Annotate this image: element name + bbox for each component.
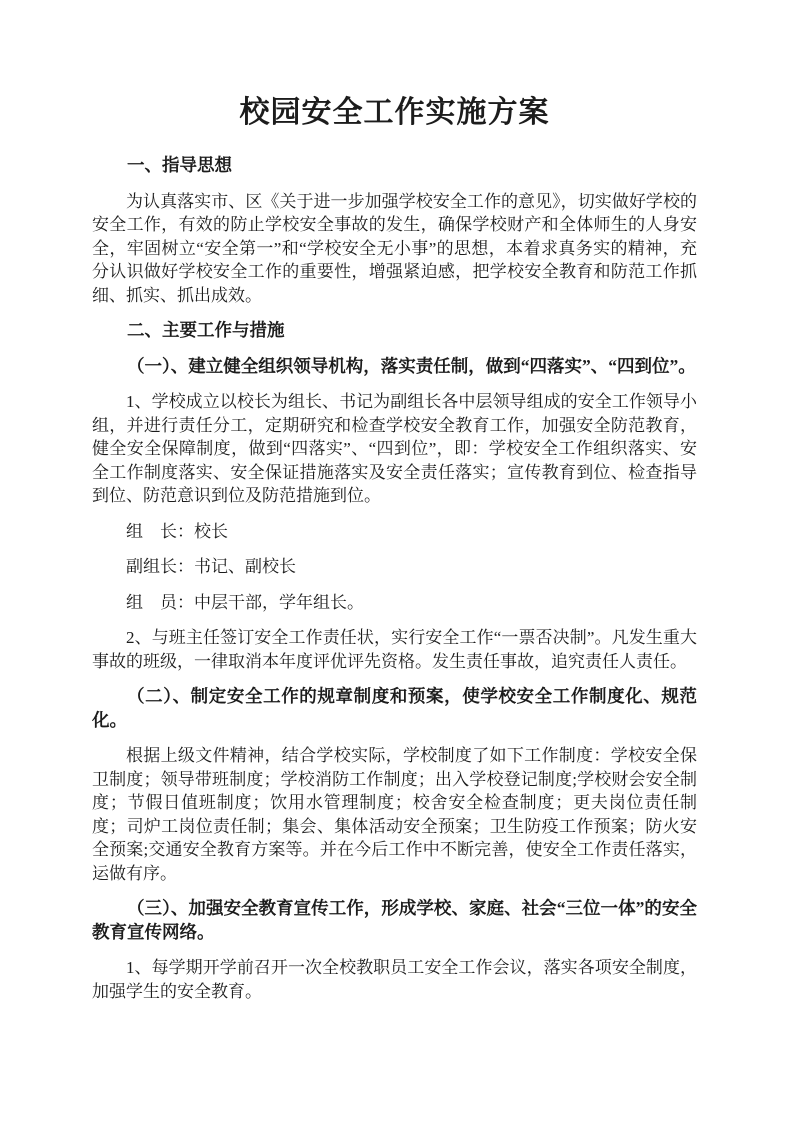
heading-sub-1-leadership-structure: （一）、建立健全组织领导机构，落实责任制，做到“四落实”、“四到位”。: [127, 355, 696, 376]
paragraph-guiding-ideology: 为认真落实市、区《关于进一步加强学校安全工作的意见》，切实做好学校的安全工作，有效的防止学校安全事故的发生，确保学校财产和全体师生的人身安全，牢固树立“安全第一”和“学校安全无小事”的思想，本着求真务实的精神，充分认识做好学校安全工作的重要性，增强紧迫感，把学校安全教育和防范工作抓细、抓实、抓出成效。: [92, 191, 697, 305]
paragraph-leading-group: 1、学校成立以校长为组长、书记为副组长各中层领导组成的安全工作领导小组，并进行责任分工，定期研究和检查学校安全教育工作，加强安全防范教育，健全安全保障制度，做到“四落实”、“四到位”，即：学校安全工作组织落实、安全工作制度落实、安全保证措施落实及安全责任落实；宣传教育到位、检查指导到位、防范意识到位及防范措施到位。: [92, 392, 697, 505]
paragraph-responsibility-agreement: 2、与班主任签订安全工作责任状，实行安全工作“一票否决制”。凡发生重大事故的班级，一律取消本年度评优评先资格。发生责任事故，追究责任人责任。: [92, 628, 697, 671]
line-group-members: 组 员：中层干部，学年组长。: [126, 592, 364, 612]
heading-sub-2-rules-and-plans: （二）、制定安全工作的规章制度和预案，使学校安全工作制度化、规范化。: [92, 686, 697, 730]
line-group-leader: 组 长：校长: [126, 521, 228, 541]
heading-sub-3-education-publicity: （三）、加强安全教育宣传工作，形成学校、家庭、社会“三位一体”的安全教育宣传网络。: [92, 898, 697, 942]
paragraph-staff-safety-meeting: 1、每学期开学前召开一次全校教职员工安全工作会议，落实各项安全制度，加强学生的安全教育。: [92, 958, 697, 1001]
paragraph-work-systems-list: 根据上级文件精神，结合学校实际，学校制度了如下工作制度：学校安全保卫制度；领导带班制度；学校消防工作制度；出入学校登记制度;学校财会安全制度；节假日值班制度；饮用水管理制度；校舍安全检查制度；更夫岗位责任制度；司炉工岗位责任制；集会、集体活动安全预案；卫生防疫工作预案；防火安全预案;交通安全教育方案等。并在今后工作中不断完善，使安全工作责任落实，运做有序。: [92, 746, 697, 883]
heading-section-1-guiding-ideology: 一、指导思想: [127, 155, 232, 175]
line-deputy-leaders: 副组长：书记、副校长: [126, 557, 296, 576]
heading-section-2-main-work: 二、主要工作与措施: [127, 320, 285, 340]
document-title: 校园安全工作实施方案: [239, 96, 550, 129]
